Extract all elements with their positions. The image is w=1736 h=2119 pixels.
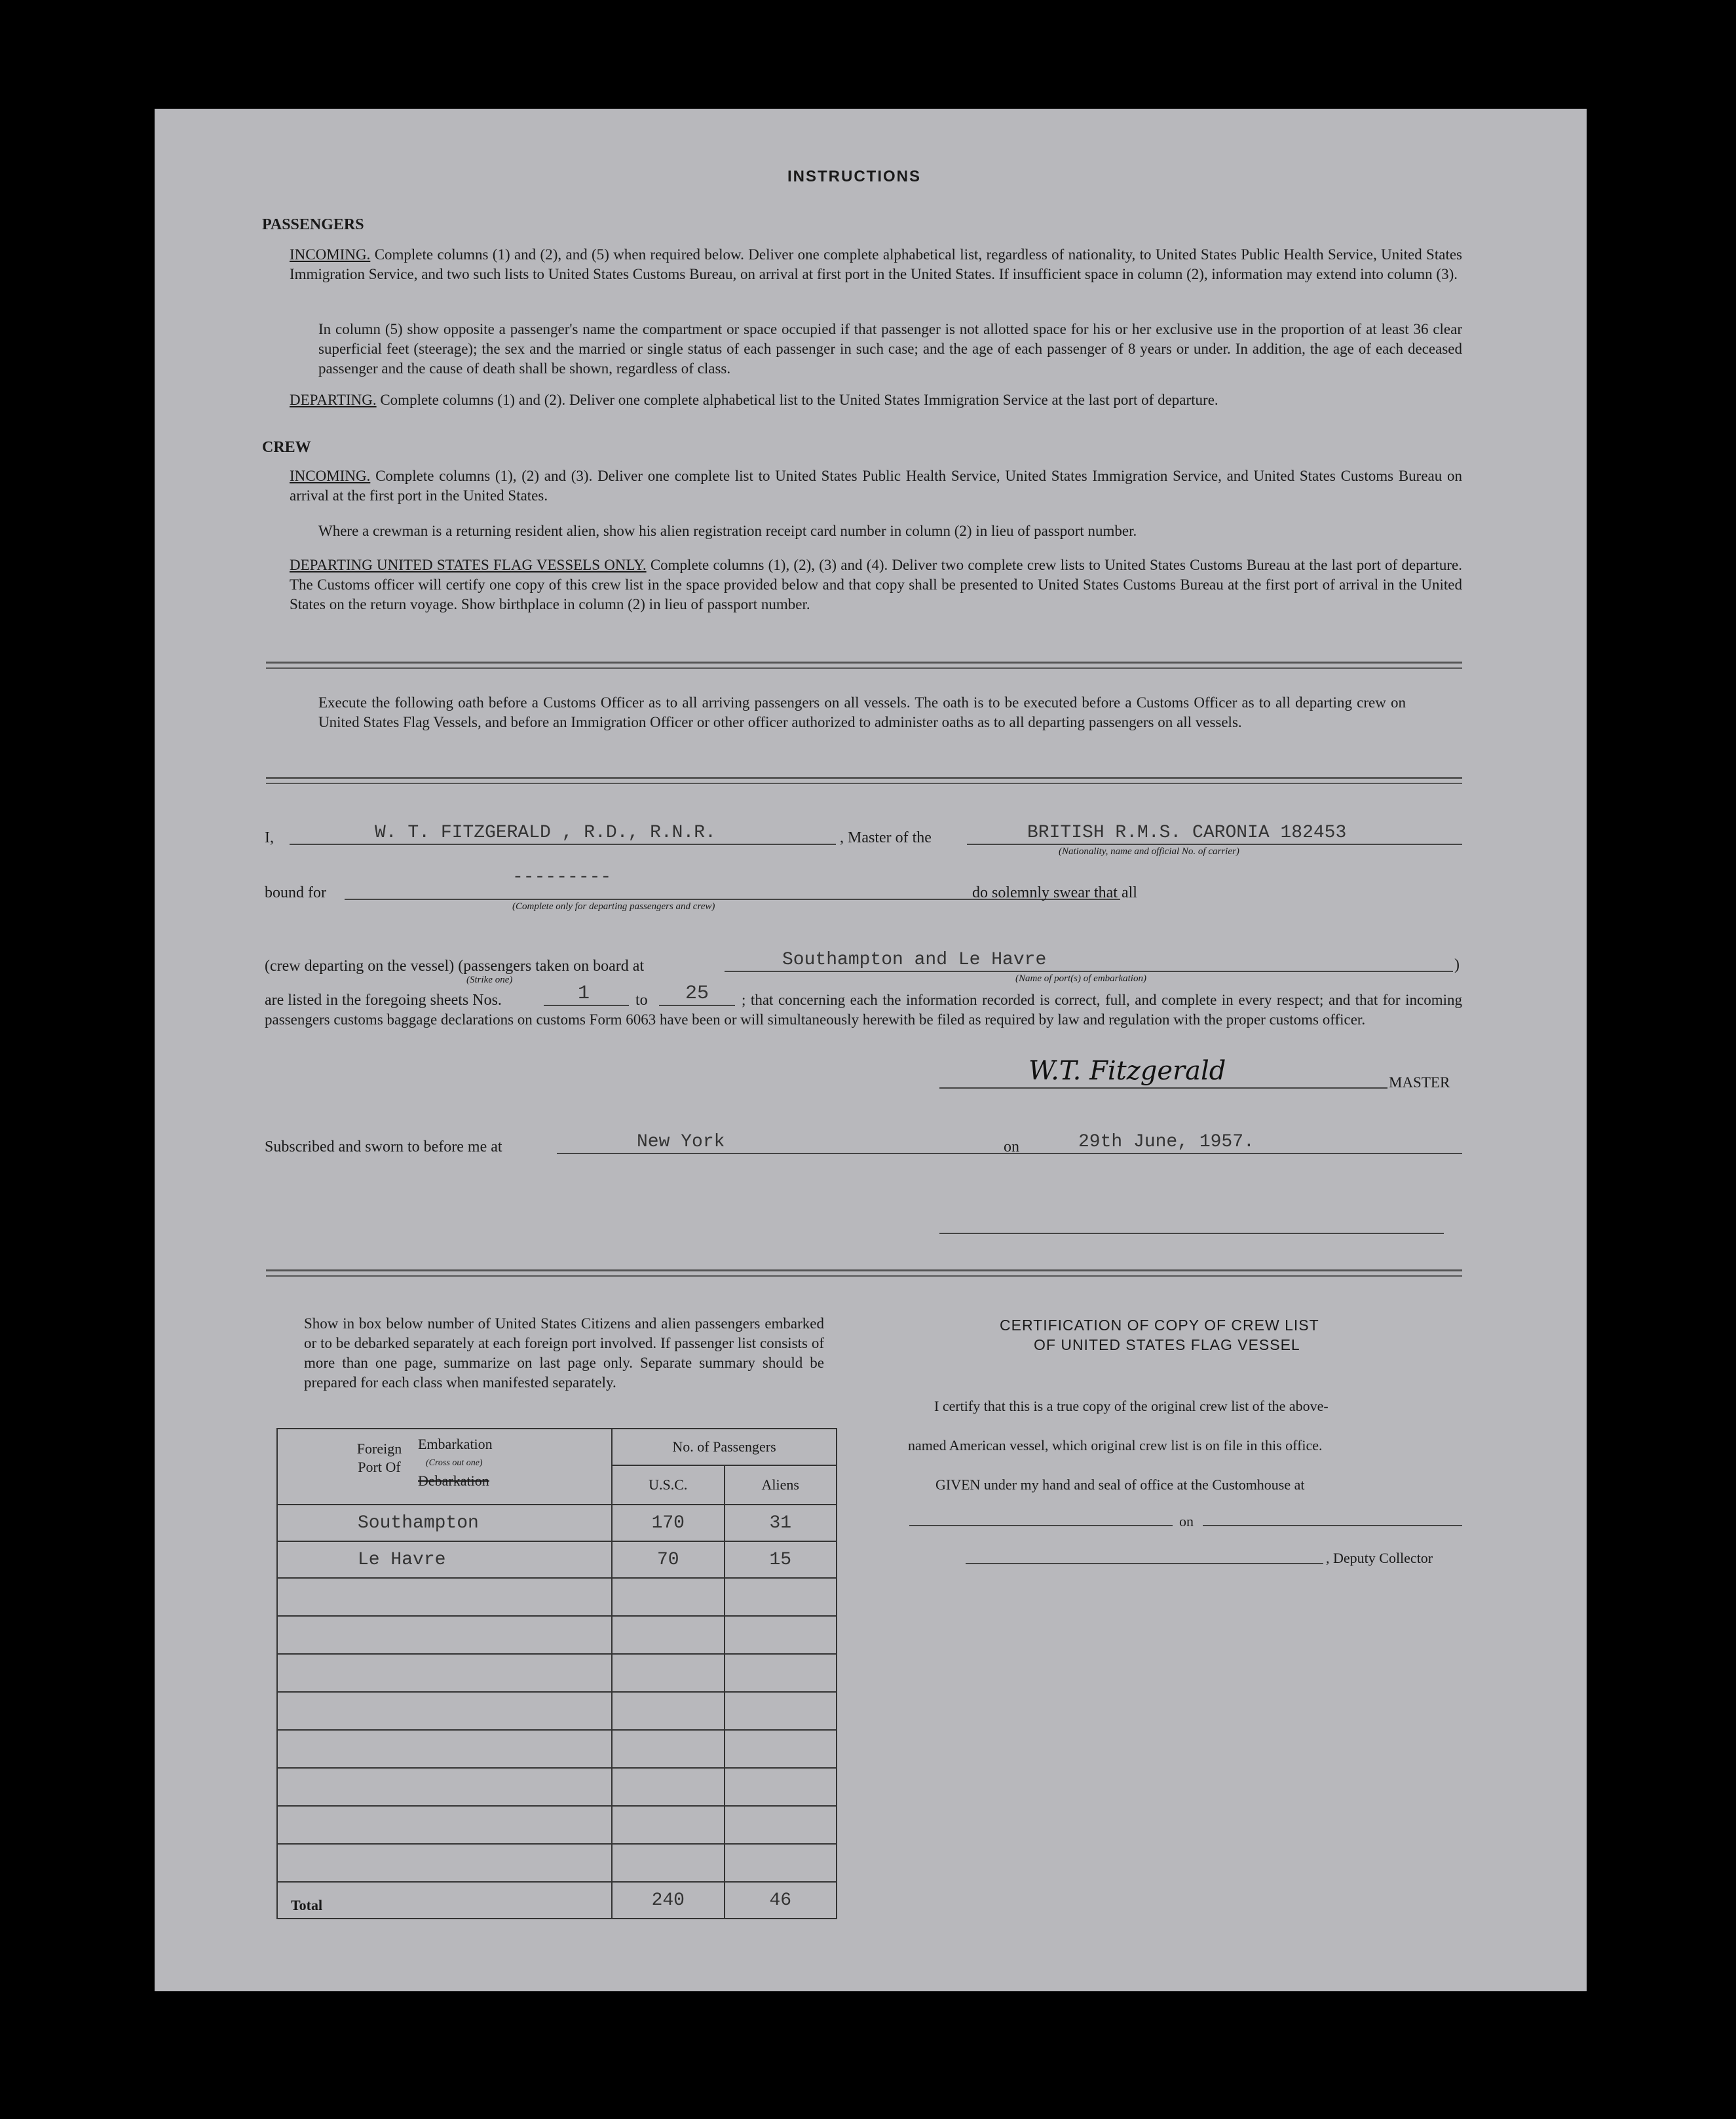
vessel-name: BRITISH R.M.S. CARONIA 182453 <box>1027 823 1347 843</box>
master-label: MASTER <box>1389 1074 1450 1091</box>
vessel-caption: (Nationality, name and official No. of carrier) <box>1059 846 1239 857</box>
page-title: INSTRUCTIONS <box>787 168 921 185</box>
oath-instructions: Execute the following oath before a Customs Officer as to all arriving passengers on all vessels. The oath is to be executed before a Customs Officer as to all departing crew on United States Flag Vessels, and before an Immigration Officer or other officer authorized to administer oaths as to all departing passengers on all vessels. <box>318 694 1406 730</box>
table-row <box>277 1541 837 1578</box>
empty-row <box>277 1616 837 1654</box>
crew-incoming-paragraph <box>290 466 1462 506</box>
passengers-incoming-lead: INCOMING. <box>290 246 371 263</box>
oath-i-label: I, <box>265 829 274 846</box>
officer-signature-line <box>939 1233 1444 1234</box>
aliens-cell: 15 <box>769 1549 792 1570</box>
swear-label: do solemnly swear that all <box>972 884 1137 901</box>
usc-cell: 70 <box>656 1549 679 1570</box>
crew-departing-paragraph <box>290 555 1462 614</box>
empty-row <box>277 1844 837 1882</box>
aliens-header: Aliens <box>725 1465 837 1505</box>
certification-on-label: on <box>1179 1513 1194 1529</box>
section-divider <box>266 1269 1462 1277</box>
passengers-departing-lead: DEPARTING. <box>290 392 377 408</box>
passengers-heading: PASSENGERS <box>262 216 364 233</box>
master-name: W. T. FITZGERALD , R.D., R.N.R. <box>375 823 716 843</box>
passengers-departing-text: Complete columns (1) and (2). Deliver one complete alphabetical list to the United States Immigration Service at the last port of departure. <box>380 392 1218 408</box>
sworn-date: 29th June, 1957. <box>1078 1132 1255 1152</box>
usc-header: U.S.C. <box>612 1465 724 1505</box>
port-cell: Southampton <box>358 1512 479 1533</box>
embarkation-ports: Southampton and Le Havre <box>782 950 1047 970</box>
total-usc: 240 <box>651 1890 685 1911</box>
debarkation-label: Debarkation <box>418 1472 489 1489</box>
strike-caption: (Strike one) <box>466 975 513 985</box>
total-aliens: 46 <box>769 1890 792 1911</box>
customhouse-line <box>909 1525 1173 1526</box>
sheets-label: are listed in the foregoing sheets Nos. <box>265 992 502 1009</box>
empty-row <box>277 1578 837 1616</box>
ports-close-paren: ) <box>1454 956 1460 973</box>
crew-heading: CREW <box>262 439 311 456</box>
ports-caption: (Name of port(s) of embarkation) <box>1015 973 1146 984</box>
section-divider <box>266 662 1462 669</box>
signature-line <box>939 1087 1387 1089</box>
ports-line <box>725 971 1453 972</box>
port-cell: Le Havre <box>358 1549 446 1570</box>
master-name-line <box>290 844 836 845</box>
sheet-from: 1 <box>578 983 590 1005</box>
total-row <box>277 1882 837 1919</box>
cross-out-label: (Cross out one) <box>426 1458 483 1468</box>
passengers-departing-paragraph <box>290 390 1462 410</box>
to-label: to <box>635 992 648 1009</box>
on-label: on <box>1004 1138 1019 1155</box>
passenger-summary-table <box>276 1428 837 1919</box>
deputy-collector-label: , Deputy Collector <box>1326 1550 1433 1566</box>
no-passengers-header: No. of Passengers <box>612 1429 837 1465</box>
certification-text-3: GIVEN under my hand and seal of office at the Customhouse at <box>935 1476 1305 1493</box>
date-line <box>1031 1153 1462 1154</box>
sheets-statement: ; that concerning each the information recorded is correct, full, and complete in every respect; and that for incoming passengers customs baggage declarations on customs Form 6063 have been or will simultaneously herewith be filed as required by law and regulation with the proper customs officer. <box>265 992 1462 1028</box>
column5-paragraph: In column (5) show opposite a passenger's name the compartment or space occupied if that passenger is not allotted space for his or her exclusive use in the proportion of at least 36 clear superficial feet (steerage); the sex and the married or single status of each passenger in such case; and the age of each passenger of 8 years or under. In addition, the age of each deceased passenger and the cause of death shall be shown, regardless of class. <box>318 321 1462 377</box>
master-signature: W.T. Fitzgerald <box>1028 1056 1226 1086</box>
subscribed-label: Subscribed and sworn to before me at <box>265 1138 502 1155</box>
deputy-signature-line <box>966 1563 1323 1564</box>
bound-for-label: bound for <box>265 884 326 901</box>
aliens-cell: 31 <box>769 1512 792 1533</box>
usc-cell: 170 <box>651 1512 685 1533</box>
sworn-place: New York <box>637 1132 725 1152</box>
empty-row <box>277 1806 837 1844</box>
port-header <box>277 1429 612 1505</box>
certification-title-line1: CERTIFICATION OF COPY OF CREW LIST <box>1000 1317 1319 1334</box>
passengers-incoming-paragraph <box>290 245 1462 284</box>
vessel-line <box>967 844 1462 845</box>
certification-date-line <box>1203 1525 1462 1526</box>
crew-departing-lead: DEPARTING UNITED STATES FLAG VESSELS ONLY. <box>290 557 647 573</box>
empty-row <box>277 1730 837 1768</box>
crew-incoming-text: Complete columns (1), (2) and (3). Deliver one complete list to United States Public Health Service, United States Immigration Service, and United States Customs Bureau on arrival at the first port in the United States. <box>290 468 1462 504</box>
bound-for-value: --------- <box>512 867 612 888</box>
document-page <box>155 109 1587 1991</box>
empty-row <box>277 1768 837 1806</box>
embarkation-label: Embarkation <box>418 1436 493 1452</box>
table-row <box>277 1505 837 1541</box>
certification-title-line2: OF UNITED STATES FLAG VESSEL <box>1034 1336 1300 1353</box>
certification-text-1: I certify that this is a true copy of the original crew list of the above- <box>934 1398 1329 1414</box>
empty-row <box>277 1692 837 1730</box>
foreign-port-label: Foreign Port Of <box>356 1440 402 1475</box>
certification-text-2: named American vessel, which original crew list is on file in this office. <box>908 1437 1323 1453</box>
crew-incoming-lead: INCOMING. <box>290 468 371 484</box>
passengers-incoming-text: Complete columns (1) and (2), and (5) when required below. Deliver one complete alphabetical list, regardless of nationality, to United States Public Health Service, United States Immigration Service, and two such lists to United States Customs Bureau, on arrival at first port in the United States. If insufficient space in column (2), information may extend into column (3). <box>290 246 1462 282</box>
total-label: Total <box>277 1882 612 1919</box>
master-of-label: , Master of the <box>840 829 932 846</box>
crew-departing-label: (crew departing on the vessel) (passengers taken on board at <box>265 958 645 975</box>
crew-resident-paragraph: Where a crewman is a returning resident alien, show his alien registration receipt card number in column (2) in lieu of passport number. <box>318 523 1137 539</box>
summary-instructions: Show in box below number of United States Citizens and alien passengers embarked or to be debarked separately at each foreign port involved. If passenger list consists of more than one page, summarize on last page only. Separate summary should be prepared for each class when manifested separately. <box>304 1315 824 1391</box>
section-divider <box>266 777 1462 784</box>
bound-for-caption: (Complete only for departing passengers and crew) <box>512 901 715 912</box>
empty-row <box>277 1654 837 1692</box>
crew-departing-text: Complete columns (1), (2), (3) and (4). Deliver two complete crew lists to United States Customs Bureau at the last port of departure. The Customs officer will certify one copy of this crew list in the space provided below and that copy shall be presented to United States Customs Bureau at the first port of arrival in the United States on the return voyage. Show birthplace in column (2) in lieu of passport number. <box>290 557 1463 612</box>
sheet-to: 25 <box>685 983 709 1005</box>
